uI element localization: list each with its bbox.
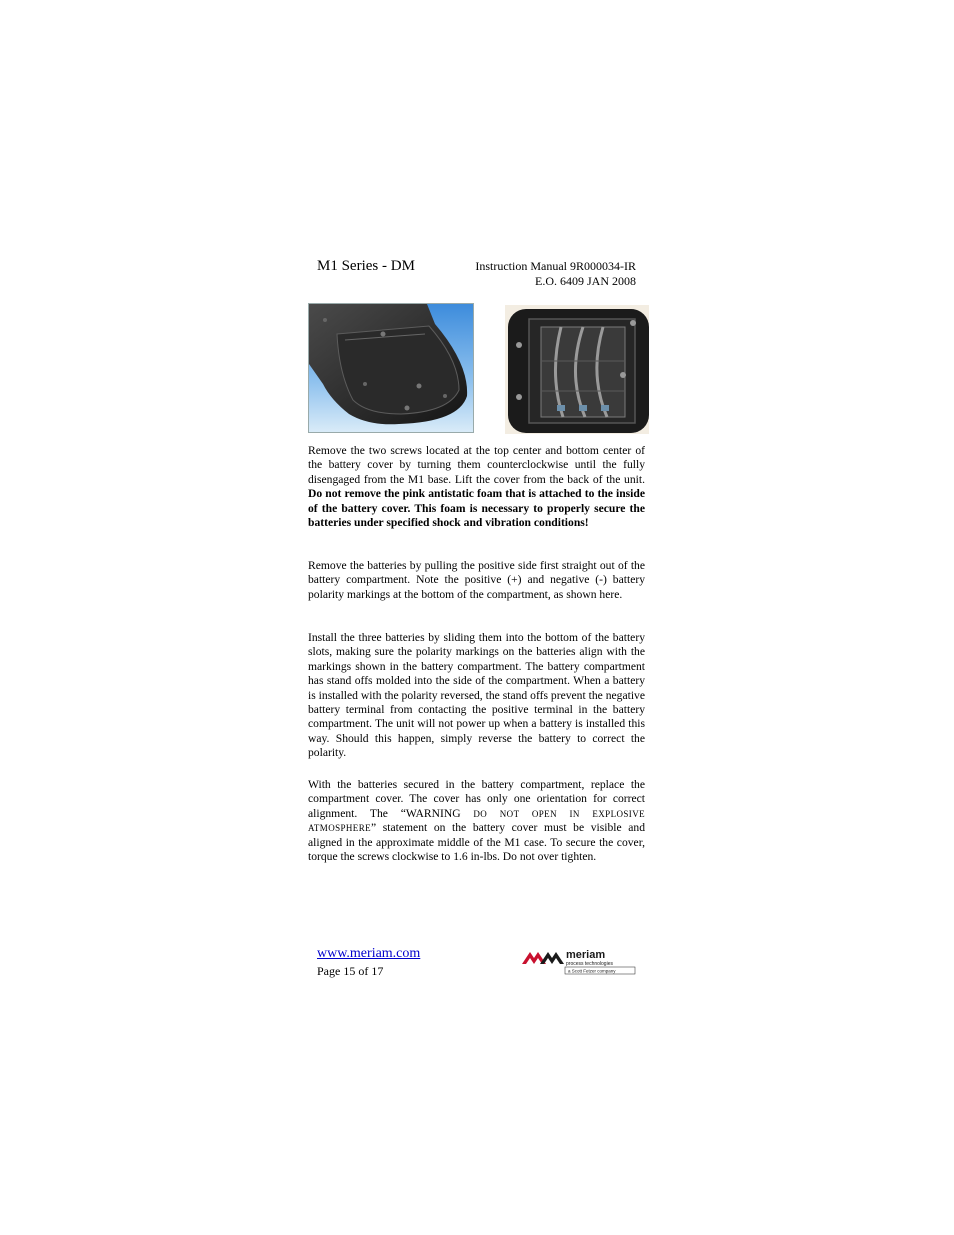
paragraph-replace-cover	[308, 778, 645, 864]
paragraph-remove-batteries: Remove the batteries by pulling the positive side first straight out of the battery compartment. Note the positive (+) and negative (-) battery polarity markings at the bottom of the compartment, as shown here.	[308, 559, 645, 601]
photo-battery-compartment	[505, 305, 649, 434]
document-title: M1 Series - DM	[317, 258, 415, 274]
warning-statement: DO NOT OPEN IN EXPLOSIVE ATMOSPHERE	[308, 808, 645, 834]
paragraph-remove-cover	[308, 444, 645, 530]
paragraph-replace-cover-text-a: With the batteries secured in the battery compartment, replace the compartment cover. The cover has only one orientation for correct alignment. The “WARNING	[308, 778, 645, 820]
meriam-logo	[520, 946, 638, 976]
manual-eo-date: E.O. 6409 JAN 2008	[535, 274, 636, 288]
svg-text:process technologies: process technologies	[566, 961, 613, 967]
manual-info	[440, 259, 636, 289]
website-link[interactable]: www.meriam.com	[317, 946, 421, 961]
page-number: Page 15 of 17	[317, 964, 384, 978]
manual-number: Instruction Manual 9R000034-IR	[475, 259, 636, 273]
paragraph-replace-cover-text-b: ” statement on the battery cover must be visible and aligned in the approximate middle of the M1 case. To secure the cover, torque the screws clockwise to 1.6 in-lbs. Do not over tighten.	[308, 821, 645, 864]
svg-text:meriam: meriam	[566, 949, 606, 961]
paragraph-install-batteries: Install the three batteries by sliding them into the bottom of the battery slots, making sure the polarity markings on the batteries align with the markings shown in the battery compartment. The battery compartment has stand offs molded into the side of the compartment. When a battery is installed with the polarity reversed, the stand offs prevent the negative battery terminal from contacting the positive terminal in the battery compartment. The unit will not power up when a battery is installed this way. Should this happen, simply reverse the battery to correct the polarity.	[308, 631, 645, 760]
photo-battery-cover	[308, 303, 474, 433]
warning-foam: Do not remove the pink antistatic foam that is attached to the inside of the battery cover. This foam is necessary to properly secure the batteries under specified shock and vibration conditions!	[308, 487, 645, 530]
paragraph-remove-cover-text: Remove the two screws located at the top center and bottom center of the battery cover by turning them counterclockwise until the fully disengaged from the M1 base. Lift the cover from the back of the unit.	[308, 444, 645, 486]
svg-text:a Scott Fetzer company: a Scott Fetzer company	[568, 968, 616, 974]
